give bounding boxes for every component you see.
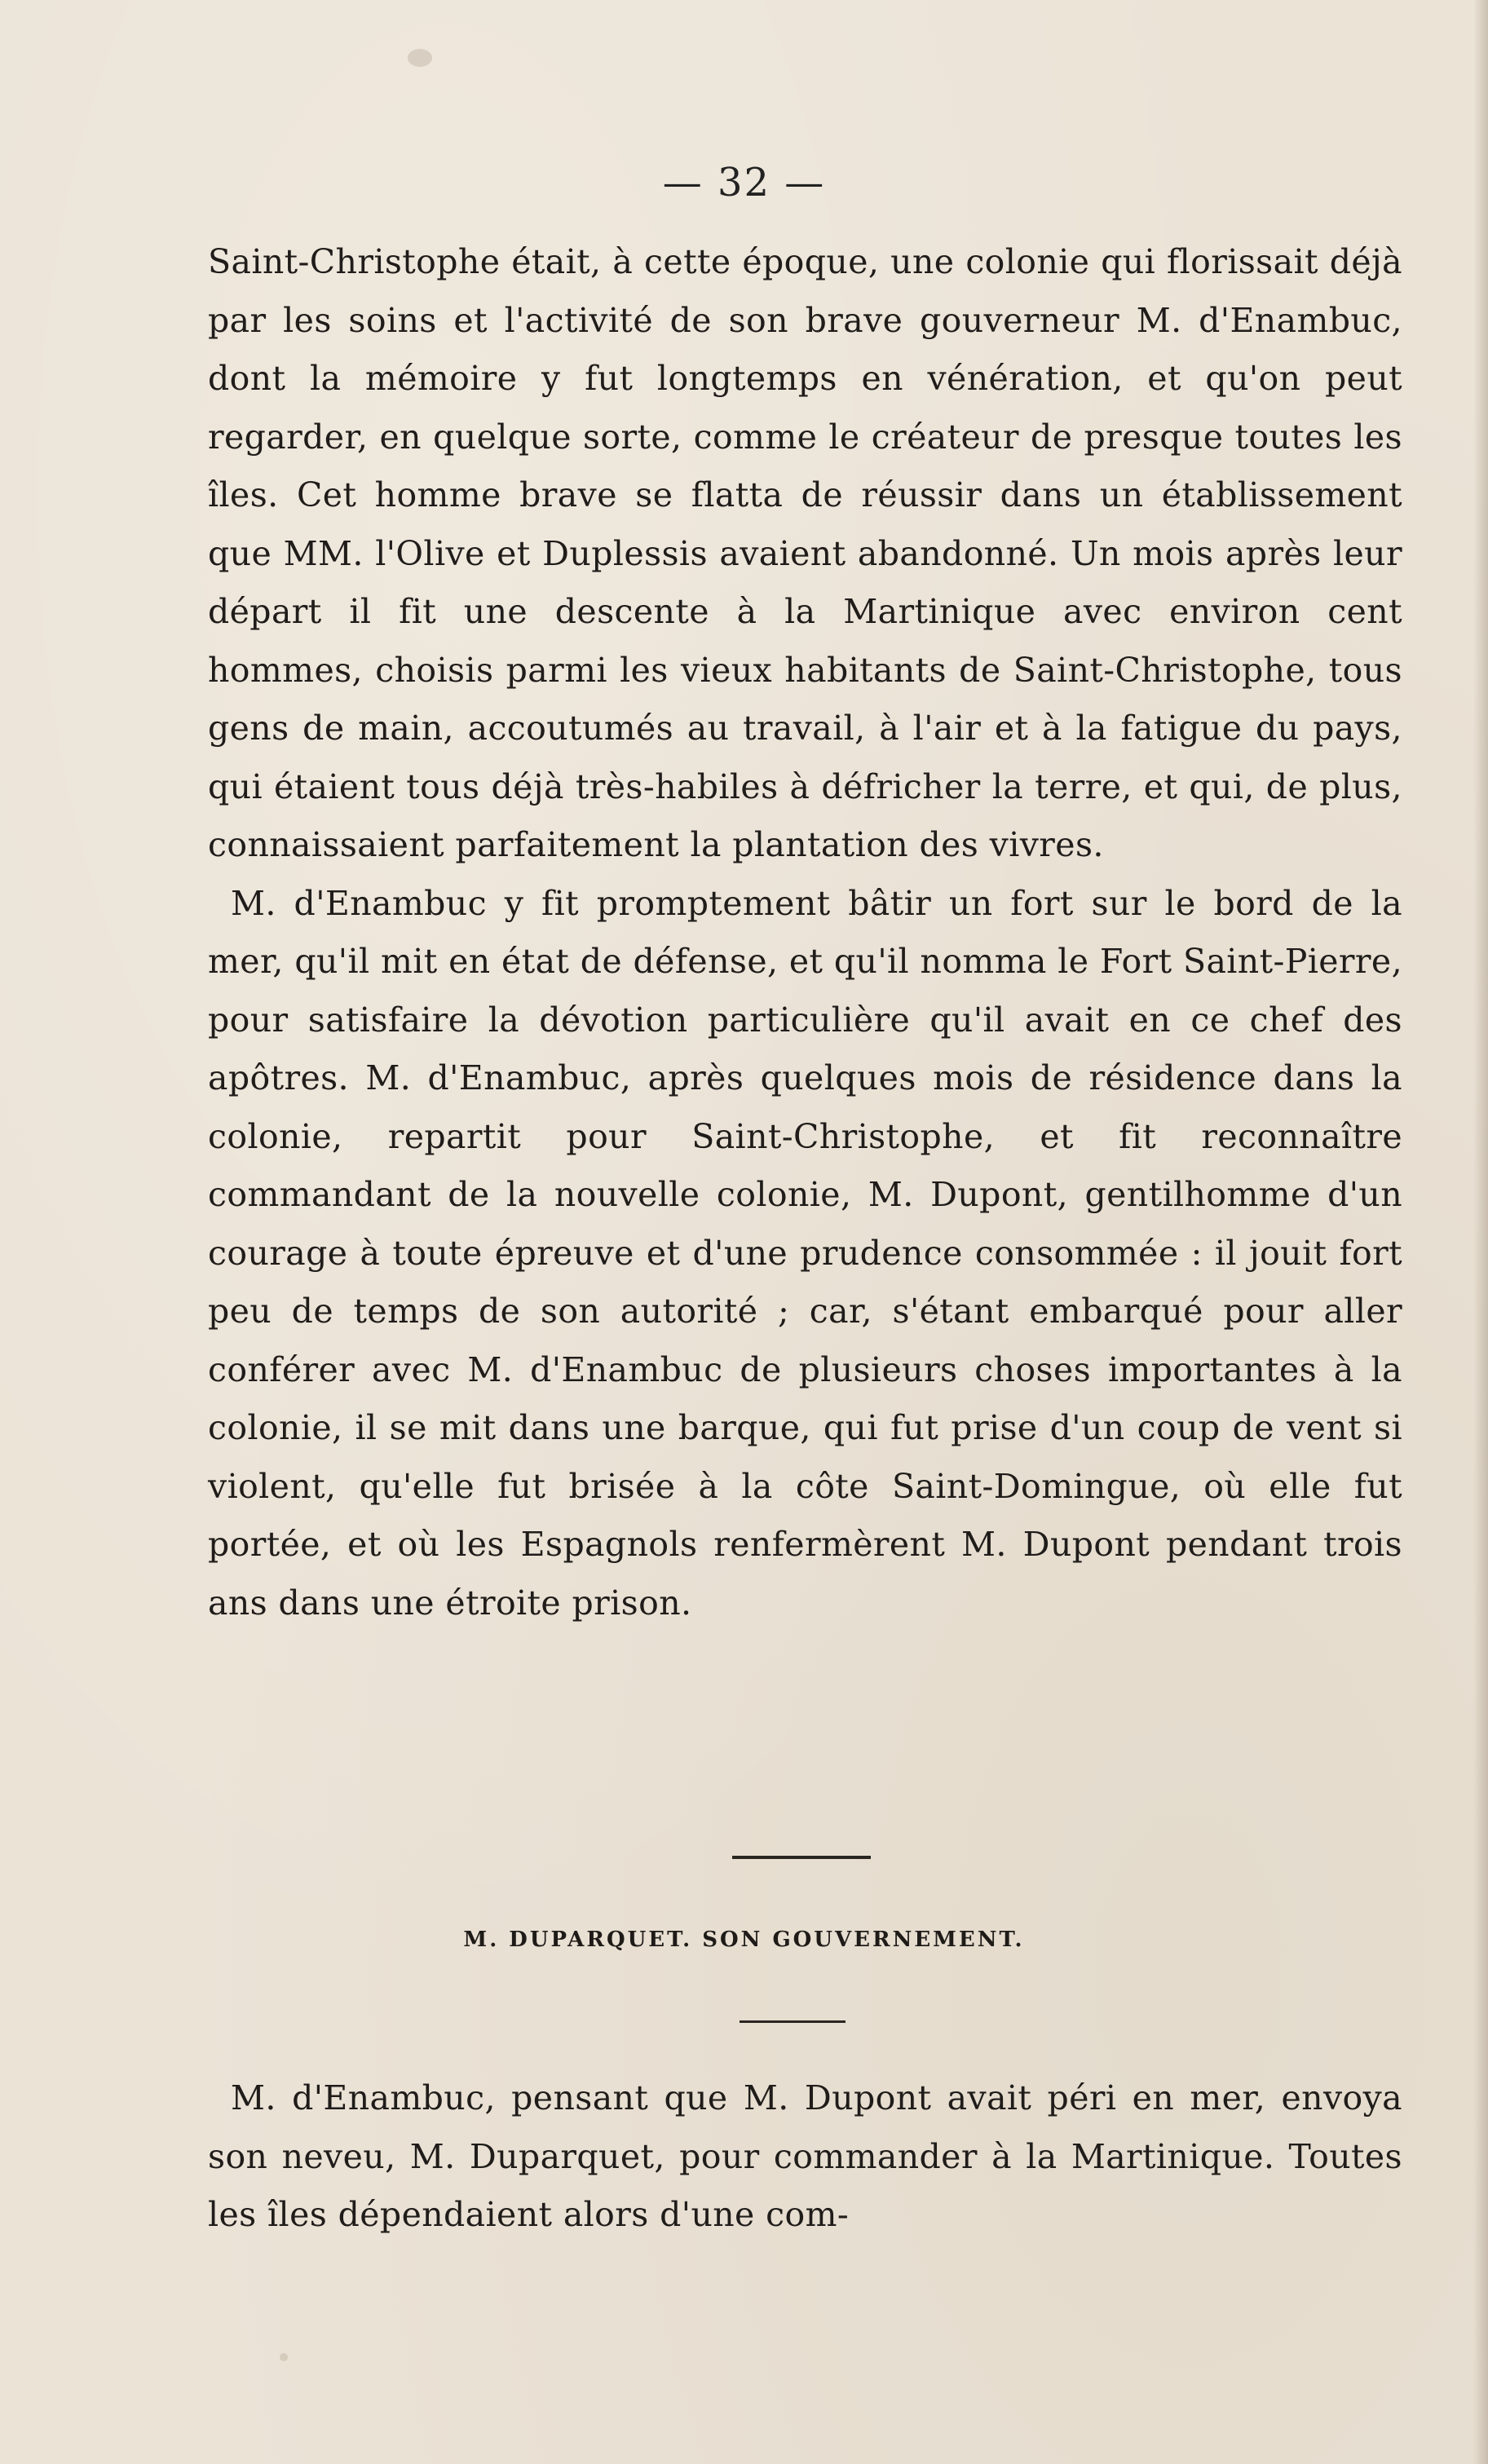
section-rule-top	[732, 1856, 871, 1859]
paragraph-2: M. d'Enambuc y fit promptement bâtir un fort sur le bord de la mer, qu'il mit en état de défense, et qu'il nomma le Fort Saint-Pierre, pour satisfaire la dévotion particulière qu'il avait en ce chef des apôtres. M. d'Enambuc, après quelques mois de résidence dans la colonie, repartit pour Saint-Christophe, et fit reconnaître commandant de la nouvelle colonie, M. Dupont, gentilhomme d'un courage à toute épreuve et d'une prudence consommée : il jouit fort peu de temps de son autorité ; car, s'étant embarqué pour aller conférer avec M. d'Enambuc de plusieurs choses importantes à la colonie, il se mit dans une barque, qui fut prise d'un coup de vent si violent, qu'elle fut brisée à la côte Saint-Domingue, où elle fut portée, et où les Espagnols renfermèrent M. Dupont pendant trois ans dans une étroite prison.	[208, 883, 1402, 1623]
paper-spot	[280, 2353, 288, 2361]
main-text	[208, 233, 1402, 1632]
page-edge-shadow	[1473, 0, 1488, 2464]
paragraph-1: Saint-Christophe était, à cette époque, une colonie qui florissait déjà par les soins et l'activité de son brave gouverneur M. d'Enambuc, dont la mémoire y fut longtemps en vénération, et qu'on peut regarder, en quelque sorte, comme le créateur de presque toutes les îles. Cet homme brave se flatta de réussir dans un établissement que MM. l'Olive et Duplessis avaient abandonné. Un mois après leur départ il fit une descente à la Martinique avec environ cent hommes, choisis parmi les vieux habitants de Saint-Christophe, tous gens de main, accoutumés au travail, à l'air et à la fatigue du pays, qui étaient tous déjà très-habiles à défricher la terre, et qui, de plus, connaissaient parfaitement la plantation des vivres.	[208, 242, 1402, 864]
section-heading: M. DUPARQUET. SON GOUVERNEMENT.	[463, 1927, 1025, 1952]
section-text	[208, 2069, 1402, 2245]
page-number: — 32 —	[662, 160, 826, 205]
section-rule-bottom	[740, 2020, 846, 2023]
paper-spot	[408, 49, 432, 67]
section-paragraph: M. d'Enambuc, pensant que M. Dupont avait péri en mer, envoya son neveu, M. Duparquet, pour commander à la Martinique. Toutes les îles dépendaient alors d'une com-	[208, 2078, 1402, 2234]
